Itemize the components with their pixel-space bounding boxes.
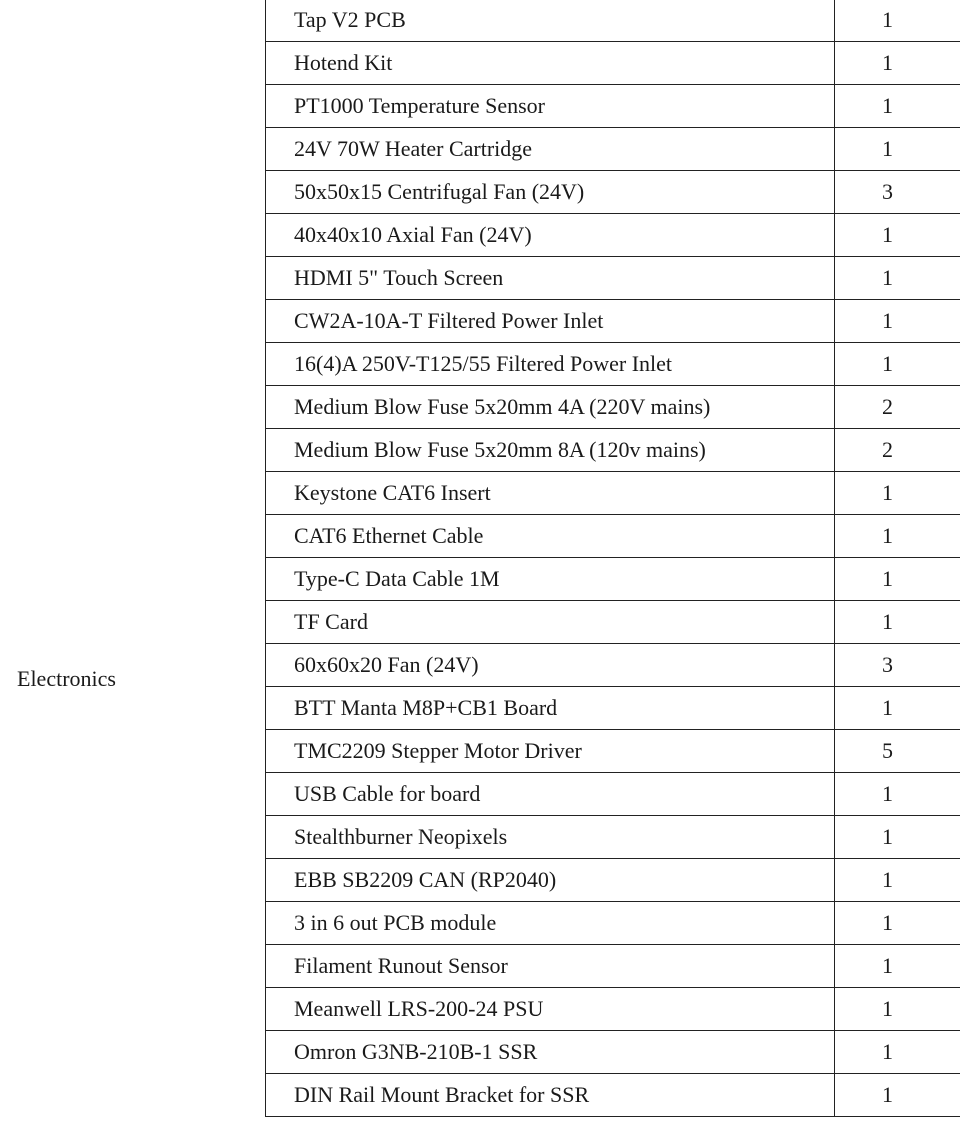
- part-quantity-cell: 1: [835, 0, 960, 42]
- part-name-cell: CW2A-10A-T Filtered Power Inlet: [266, 300, 835, 343]
- part-name-cell: 3 in 6 out PCB module: [266, 902, 835, 945]
- part-quantity-cell: 1: [835, 42, 960, 85]
- part-quantity-cell: 1: [835, 128, 960, 171]
- table-row: [266, 429, 960, 472]
- part-quantity-cell: 1: [835, 902, 960, 945]
- part-name-cell: Medium Blow Fuse 5x20mm 4A (220V mains): [266, 386, 835, 429]
- table-row: [266, 171, 960, 214]
- table-row: [266, 85, 960, 128]
- part-quantity-cell: 1: [835, 816, 960, 859]
- table-row: [266, 644, 960, 687]
- part-name-cell: EBB SB2209 CAN (RP2040): [266, 859, 835, 902]
- part-name-cell: Type-C Data Cable 1M: [266, 558, 835, 601]
- part-quantity-cell: 1: [835, 343, 960, 386]
- part-name-cell: Tap V2 PCB: [266, 0, 835, 42]
- part-name-cell: HDMI 5" Touch Screen: [266, 257, 835, 300]
- table-row: [266, 687, 960, 730]
- part-quantity-cell: 1: [835, 601, 960, 644]
- part-quantity-cell: 1: [835, 687, 960, 730]
- part-name-cell: Omron G3NB-210B-1 SSR: [266, 1031, 835, 1074]
- part-name-cell: Keystone CAT6 Insert: [266, 472, 835, 515]
- part-quantity-cell: 2: [835, 429, 960, 472]
- table-row: [266, 214, 960, 257]
- part-quantity-cell: 1: [835, 214, 960, 257]
- part-quantity-cell: 1: [835, 945, 960, 988]
- table-row: [266, 300, 960, 343]
- part-quantity-cell: 1: [835, 1074, 960, 1117]
- table-row: [266, 257, 960, 300]
- table-row: [266, 902, 960, 945]
- table-row: [266, 945, 960, 988]
- table-row: [266, 1031, 960, 1074]
- part-name-cell: Stealthburner Neopixels: [266, 816, 835, 859]
- part-name-cell: 50x50x15 Centrifugal Fan (24V): [266, 171, 835, 214]
- part-name-cell: USB Cable for board: [266, 773, 835, 816]
- part-name-cell: BTT Manta M8P+CB1 Board: [266, 687, 835, 730]
- part-quantity-cell: 1: [835, 85, 960, 128]
- parts-table-body: [266, 0, 960, 1117]
- table-row: [266, 472, 960, 515]
- part-quantity-cell: 1: [835, 472, 960, 515]
- table-row: [266, 0, 960, 42]
- part-name-cell: CAT6 Ethernet Cable: [266, 515, 835, 558]
- part-quantity-cell: 1: [835, 515, 960, 558]
- part-name-cell: 16(4)A 250V-T125/55 Filtered Power Inlet: [266, 343, 835, 386]
- part-quantity-cell: 1: [835, 300, 960, 343]
- part-name-cell: TF Card: [266, 601, 835, 644]
- part-quantity-cell: 1: [835, 558, 960, 601]
- part-quantity-cell: 5: [835, 730, 960, 773]
- part-name-cell: Medium Blow Fuse 5x20mm 8A (120v mains): [266, 429, 835, 472]
- table-row: [266, 515, 960, 558]
- table-row: [266, 386, 960, 429]
- part-quantity-cell: 1: [835, 773, 960, 816]
- part-name-cell: PT1000 Temperature Sensor: [266, 85, 835, 128]
- table-row: [266, 343, 960, 386]
- part-quantity-cell: 1: [835, 257, 960, 300]
- table-row: [266, 859, 960, 902]
- table-row: [266, 128, 960, 171]
- parts-table: [265, 0, 960, 1117]
- part-name-cell: Filament Runout Sensor: [266, 945, 835, 988]
- part-name-cell: TMC2209 Stepper Motor Driver: [266, 730, 835, 773]
- part-quantity-cell: 1: [835, 1031, 960, 1074]
- table-row: [266, 42, 960, 85]
- part-name-cell: DIN Rail Mount Bracket for SSR: [266, 1074, 835, 1117]
- part-quantity-cell: 1: [835, 988, 960, 1031]
- part-name-cell: 60x60x20 Fan (24V): [266, 644, 835, 687]
- part-name-cell: 24V 70W Heater Cartridge: [266, 128, 835, 171]
- part-quantity-cell: 2: [835, 386, 960, 429]
- table-row: [266, 988, 960, 1031]
- part-quantity-cell: 3: [835, 644, 960, 687]
- table-row: [266, 816, 960, 859]
- table-row: [266, 773, 960, 816]
- table-row: [266, 601, 960, 644]
- part-quantity-cell: 1: [835, 859, 960, 902]
- part-name-cell: Hotend Kit: [266, 42, 835, 85]
- category-label: Electronics: [17, 666, 116, 691]
- table-row: [266, 558, 960, 601]
- table-row: [266, 730, 960, 773]
- table-row: [266, 1074, 960, 1117]
- part-name-cell: 40x40x10 Axial Fan (24V): [266, 214, 835, 257]
- part-name-cell: Meanwell LRS-200-24 PSU: [266, 988, 835, 1031]
- part-quantity-cell: 3: [835, 171, 960, 214]
